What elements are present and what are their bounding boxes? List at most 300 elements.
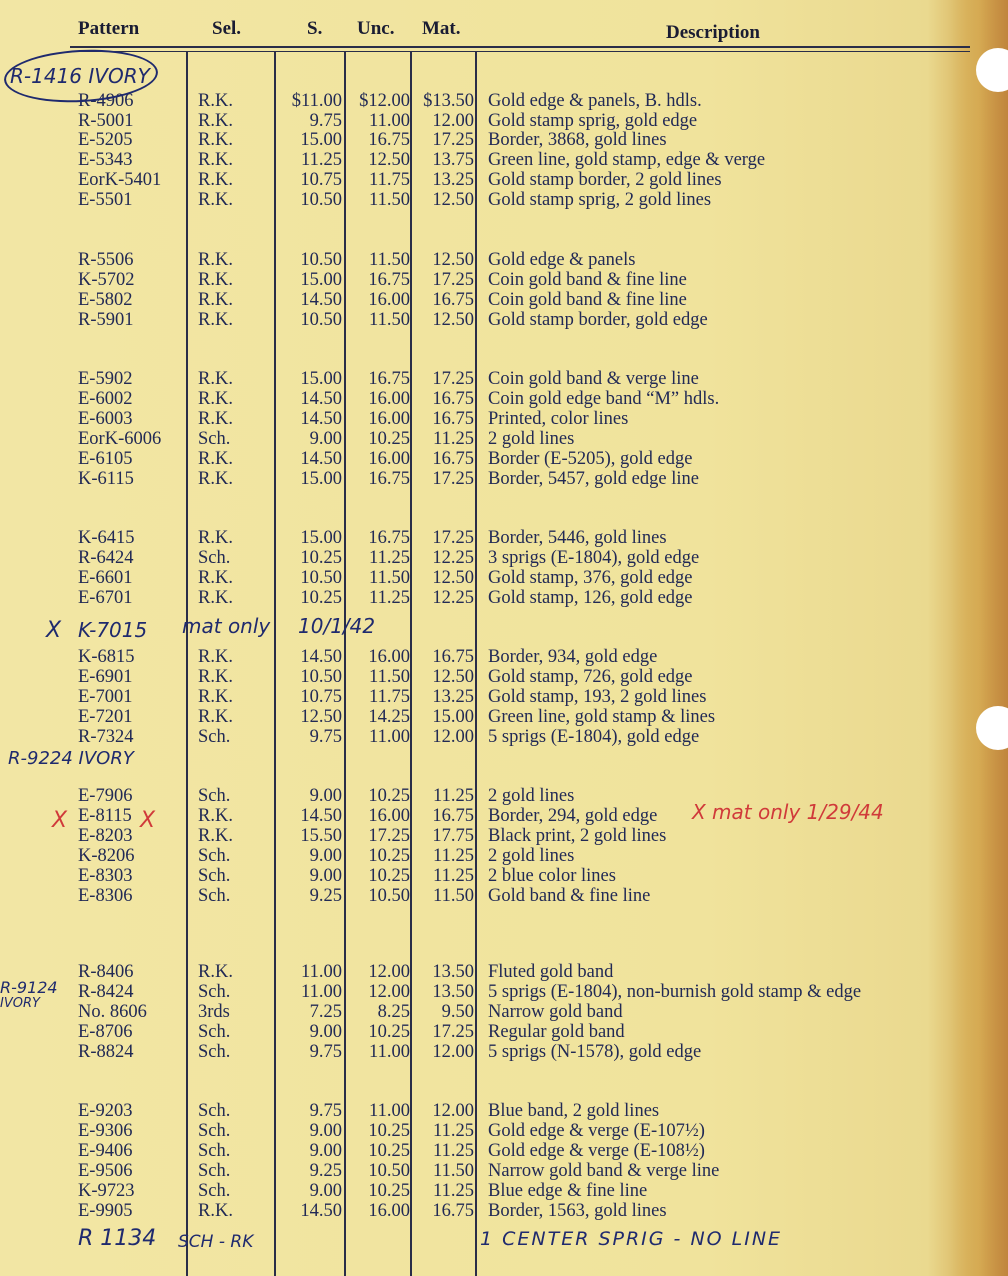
table-row <box>0 1181 1008 1201</box>
pattern-cell: K-9723 <box>78 1181 135 1201</box>
selection-cell: R.K. <box>198 667 233 687</box>
pattern-cell: EorK-5401 <box>78 170 162 190</box>
unc-price-cell: 11.25 <box>369 548 410 568</box>
s-price-cell: 14.50 <box>300 806 342 826</box>
handwritten-date: 10/1/42 <box>298 614 376 638</box>
selection-cell: 3rds <box>198 1002 230 1022</box>
mat-price-cell: 16.75 <box>432 409 474 429</box>
mat-price-cell: 16.75 <box>432 290 474 310</box>
selection-cell: Sch. <box>198 846 231 866</box>
unc-price-cell: 11.50 <box>369 568 410 588</box>
pattern-cell: E-6601 <box>78 568 133 588</box>
table-row <box>0 707 1008 727</box>
description-cell: 3 sprigs (E-1804), gold edge <box>488 548 700 568</box>
selection-cell: Sch. <box>198 1161 231 1181</box>
description-cell: Border, 934, gold edge <box>488 647 658 667</box>
table-row <box>0 846 1008 866</box>
s-price-cell: 14.50 <box>300 290 342 310</box>
unc-price-cell: 8.25 <box>377 1002 410 1022</box>
handwritten-k7015: K-7015 <box>78 618 148 642</box>
s-price-cell: 9.00 <box>309 846 342 866</box>
header-rule <box>70 46 970 48</box>
s-price-cell: 7.25 <box>309 1002 342 1022</box>
s-price-cell: 10.50 <box>300 310 342 330</box>
handwritten-mat-only: mat only <box>182 614 271 638</box>
selection-cell: R.K. <box>198 409 233 429</box>
mat-price-cell: 16.75 <box>432 389 474 409</box>
description-cell: Gold stamp border, 2 gold lines <box>488 170 722 190</box>
table-row <box>0 962 1008 982</box>
pattern-cell: K-5702 <box>78 270 135 290</box>
s-price-cell: 15.00 <box>300 130 342 150</box>
mat-price-cell: 17.25 <box>432 369 474 389</box>
description-cell: Coin gold band & fine line <box>488 270 687 290</box>
description-cell: Border, 294, gold edge <box>488 806 658 826</box>
unc-price-cell: 16.00 <box>368 647 410 667</box>
unc-price-cell: 10.25 <box>368 429 410 449</box>
header-s: S. <box>307 18 323 39</box>
unc-price-cell: 10.25 <box>368 866 410 886</box>
s-price-cell: 15.00 <box>300 528 342 548</box>
selection-cell: R.K. <box>198 1201 233 1221</box>
unc-price-cell: 16.00 <box>368 290 410 310</box>
handwritten-red-x-left: X <box>52 808 68 833</box>
description-cell: Narrow gold band & verge line <box>488 1161 720 1181</box>
mat-price-cell: 12.25 <box>432 548 474 568</box>
selection-cell: Sch. <box>198 548 231 568</box>
s-price-cell: 11.00 <box>301 962 342 982</box>
unc-price-cell: 10.50 <box>368 1161 410 1181</box>
s-price-cell: 10.50 <box>300 667 342 687</box>
selection-cell: R.K. <box>198 826 233 846</box>
handwritten-r9124: R-9124 <box>0 978 58 997</box>
pattern-cell: K-6415 <box>78 528 135 548</box>
s-price-cell: 14.50 <box>300 1201 342 1221</box>
s-price-cell: 9.00 <box>309 1121 342 1141</box>
description-cell: 2 gold lines <box>488 429 575 449</box>
pattern-cell: E-9406 <box>78 1141 133 1161</box>
mat-price-cell: 12.00 <box>432 1101 474 1121</box>
mat-price-cell: 9.50 <box>441 1002 474 1022</box>
table-row <box>0 886 1008 906</box>
selection-cell: Sch. <box>198 429 231 449</box>
unc-price-cell: 17.25 <box>368 826 410 846</box>
pattern-cell: R-8824 <box>78 1042 134 1062</box>
description-cell: Border, 1563, gold lines <box>488 1201 667 1221</box>
header-mat: Mat. <box>422 18 461 39</box>
mat-price-cell: 11.25 <box>433 866 474 886</box>
table-row <box>0 667 1008 687</box>
table-row <box>0 866 1008 886</box>
table-row <box>0 1201 1008 1221</box>
pattern-cell: K-8206 <box>78 846 135 866</box>
s-price-cell: 11.25 <box>301 150 342 170</box>
table-row <box>0 91 1008 111</box>
mat-price-cell: 11.50 <box>433 886 474 906</box>
mat-price-cell: 11.25 <box>433 429 474 449</box>
s-price-cell: 14.50 <box>300 449 342 469</box>
pattern-cell: E-5205 <box>78 130 133 150</box>
mat-price-cell: 12.50 <box>432 250 474 270</box>
mat-price-cell: 13.75 <box>432 150 474 170</box>
unc-price-cell: 16.00 <box>368 1201 410 1221</box>
selection-cell: Sch. <box>198 1101 231 1121</box>
description-cell: 5 sprigs (E-1804), non-burnish gold stamp & edge <box>488 982 862 1002</box>
selection-cell: R.K. <box>198 270 233 290</box>
s-price-cell: 9.00 <box>309 1022 342 1042</box>
s-price-cell: 10.25 <box>300 588 342 608</box>
unc-price-cell: 10.25 <box>368 786 410 806</box>
selection-cell: R.K. <box>198 687 233 707</box>
mat-price-cell: 11.25 <box>433 1181 474 1201</box>
table-row <box>0 369 1008 389</box>
s-price-cell: 9.75 <box>309 727 342 747</box>
pattern-cell: E-6105 <box>78 449 133 469</box>
description-cell: 5 sprigs (N-1578), gold edge <box>488 1042 702 1062</box>
unc-price-cell: 11.50 <box>369 310 410 330</box>
table-row <box>0 409 1008 429</box>
unc-price-cell: 11.50 <box>369 190 410 210</box>
pattern-cell: E-5501 <box>78 190 133 210</box>
mat-price-cell: 13.25 <box>432 687 474 707</box>
unc-price-cell: 11.00 <box>369 111 410 131</box>
description-cell: Gold stamp border, gold edge <box>488 310 708 330</box>
unc-price-cell: 10.50 <box>368 886 410 906</box>
unc-price-cell: 12.50 <box>368 150 410 170</box>
selection-cell: R.K. <box>198 310 233 330</box>
unc-price-cell: 11.75 <box>369 687 410 707</box>
s-price-cell: 15.00 <box>300 270 342 290</box>
unc-price-cell: 16.75 <box>368 369 410 389</box>
mat-price-cell: 16.75 <box>432 647 474 667</box>
pattern-cell: R-8424 <box>78 982 134 1002</box>
selection-cell: Sch. <box>198 1022 231 1042</box>
header-pattern: Pattern <box>78 18 140 39</box>
mat-price-cell: 15.00 <box>432 707 474 727</box>
header-description: Description <box>666 22 760 43</box>
pattern-cell: R-7324 <box>78 727 134 747</box>
description-cell: Border (E-5205), gold edge <box>488 449 693 469</box>
selection-cell: R.K. <box>198 369 233 389</box>
description-cell: Gold stamp sprig, gold edge <box>488 111 698 131</box>
unc-price-cell: 11.75 <box>369 170 410 190</box>
handwritten-r9124-ivory: IVORY <box>0 996 40 1011</box>
mat-price-cell: 17.25 <box>432 1022 474 1042</box>
pattern-cell: E-9306 <box>78 1121 133 1141</box>
selection-cell: R.K. <box>198 707 233 727</box>
pattern-cell: R-6424 <box>78 548 134 568</box>
pattern-cell: E-9203 <box>78 1101 133 1121</box>
table-row <box>0 1002 1008 1022</box>
table-row <box>0 130 1008 150</box>
s-price-cell: 14.50 <box>300 389 342 409</box>
s-price-cell: 11.00 <box>301 982 342 1002</box>
mat-price-cell: 17.25 <box>432 469 474 489</box>
table-row <box>0 687 1008 707</box>
unc-price-cell: 16.75 <box>368 130 410 150</box>
table-row <box>0 290 1008 310</box>
pattern-cell: E-7001 <box>78 687 133 707</box>
pattern-cell: E-8203 <box>78 826 133 846</box>
table-row <box>0 270 1008 290</box>
pattern-cell: E-6003 <box>78 409 133 429</box>
unc-price-cell: 16.00 <box>368 409 410 429</box>
table-row <box>0 727 1008 747</box>
unc-price-cell: 11.00 <box>369 727 410 747</box>
selection-cell: Sch. <box>198 1121 231 1141</box>
mat-price-cell: 17.75 <box>432 826 474 846</box>
header-rule-2 <box>70 51 970 52</box>
mat-price-cell: 12.50 <box>432 310 474 330</box>
s-price-cell: $11.00 <box>291 91 342 111</box>
selection-cell: Sch. <box>198 886 231 906</box>
unc-price-cell: 16.75 <box>368 528 410 548</box>
mat-price-cell: 11.25 <box>433 1121 474 1141</box>
unc-price-cell: 12.00 <box>368 962 410 982</box>
handwritten-k7015-mark: X <box>46 618 62 643</box>
handwritten-red-x-right: X <box>140 808 156 833</box>
mat-price-cell: 12.50 <box>432 667 474 687</box>
unc-price-cell: 11.50 <box>369 667 410 687</box>
s-price-cell: 10.75 <box>300 687 342 707</box>
handwritten-r1134: R 1134 <box>78 1226 157 1251</box>
unc-price-cell: 12.00 <box>368 982 410 1002</box>
s-price-cell: 10.50 <box>300 568 342 588</box>
table-row <box>0 528 1008 548</box>
mat-price-cell: 13.50 <box>432 962 474 982</box>
unc-price-cell: 16.00 <box>368 806 410 826</box>
pattern-cell: R-8406 <box>78 962 134 982</box>
s-price-cell: 9.00 <box>309 1141 342 1161</box>
s-price-cell: 9.75 <box>309 111 342 131</box>
description-cell: Gold stamp, 726, gold edge <box>488 667 693 687</box>
table-row <box>0 982 1008 1002</box>
pattern-cell: E-6701 <box>78 588 133 608</box>
description-cell: Green line, gold stamp & lines <box>488 707 716 727</box>
pattern-cell: E-9506 <box>78 1161 133 1181</box>
pattern-cell: R-4906 <box>78 91 134 111</box>
pattern-cell: R-5901 <box>78 310 134 330</box>
s-price-cell: 9.25 <box>309 886 342 906</box>
table-row <box>0 1121 1008 1141</box>
table-row <box>0 449 1008 469</box>
description-cell: Printed, color lines <box>488 409 629 429</box>
unc-price-cell: 10.25 <box>368 1022 410 1042</box>
unc-price-cell: 16.00 <box>368 449 410 469</box>
s-price-cell: 14.50 <box>300 647 342 667</box>
selection-cell: Sch. <box>198 727 231 747</box>
mat-price-cell: 11.25 <box>433 846 474 866</box>
description-cell: Border, 5457, gold edge line <box>488 469 699 489</box>
table-row <box>0 170 1008 190</box>
unc-price-cell: $12.00 <box>359 91 410 111</box>
mat-price-cell: 12.25 <box>432 588 474 608</box>
header-sel: Sel. <box>212 18 242 39</box>
unc-price-cell: 10.25 <box>368 1121 410 1141</box>
pattern-cell: E-5343 <box>78 150 133 170</box>
selection-cell: R.K. <box>198 190 233 210</box>
selection-cell: R.K. <box>198 91 233 111</box>
s-price-cell: 9.75 <box>309 1042 342 1062</box>
selection-cell: Sch. <box>198 786 231 806</box>
unc-price-cell: 11.00 <box>369 1042 410 1062</box>
selection-cell: R.K. <box>198 130 233 150</box>
mat-price-cell: 13.25 <box>432 170 474 190</box>
unc-price-cell: 11.00 <box>369 1101 410 1121</box>
s-price-cell: 12.50 <box>300 707 342 727</box>
description-cell: Border, 5446, gold lines <box>488 528 667 548</box>
selection-cell: R.K. <box>198 170 233 190</box>
selection-cell: R.K. <box>198 647 233 667</box>
s-price-cell: 15.50 <box>300 826 342 846</box>
s-price-cell: 9.25 <box>309 1161 342 1181</box>
pattern-cell: E-8706 <box>78 1022 133 1042</box>
mat-price-cell: 12.00 <box>432 1042 474 1062</box>
mat-price-cell: 11.50 <box>433 1161 474 1181</box>
unc-price-cell: 10.25 <box>368 1141 410 1161</box>
selection-cell: R.K. <box>198 389 233 409</box>
selection-cell: R.K. <box>198 806 233 826</box>
table-row <box>0 469 1008 489</box>
mat-price-cell: 12.50 <box>432 568 474 588</box>
pattern-cell: EorK-6006 <box>78 429 162 449</box>
description-cell: Narrow gold band <box>488 1002 623 1022</box>
unc-price-cell: 11.50 <box>369 250 410 270</box>
mat-price-cell: 17.25 <box>432 528 474 548</box>
description-cell: 2 blue color lines <box>488 866 616 886</box>
pattern-cell: E-8306 <box>78 886 133 906</box>
selection-cell: Sch. <box>198 866 231 886</box>
table-row <box>0 250 1008 270</box>
pattern-cell: E-6002 <box>78 389 133 409</box>
pattern-cell: R-5506 <box>78 250 134 270</box>
description-cell: 2 gold lines <box>488 786 575 806</box>
description-cell: 5 sprigs (E-1804), gold edge <box>488 727 700 747</box>
table-row <box>0 1141 1008 1161</box>
unc-price-cell: 16.75 <box>368 270 410 290</box>
mat-price-cell: 17.25 <box>432 270 474 290</box>
table-row <box>0 111 1008 131</box>
description-cell: Green line, gold stamp, edge & verge <box>488 150 766 170</box>
unc-price-cell: 16.75 <box>368 469 410 489</box>
description-cell: Gold stamp, 193, 2 gold lines <box>488 687 707 707</box>
table-row <box>0 647 1008 667</box>
pattern-cell: E-7906 <box>78 786 133 806</box>
s-price-cell: 9.00 <box>309 1181 342 1201</box>
table-row <box>0 429 1008 449</box>
description-cell: Gold edge & panels, B. hdls. <box>488 91 702 111</box>
selection-cell: R.K. <box>198 568 233 588</box>
mat-price-cell: 13.50 <box>432 982 474 1002</box>
description-cell: Coin gold edge band “M” hdls. <box>488 389 720 409</box>
selection-cell: R.K. <box>198 111 233 131</box>
pattern-cell: E-5802 <box>78 290 133 310</box>
s-price-cell: 9.00 <box>309 786 342 806</box>
table-row <box>0 150 1008 170</box>
s-price-cell: 15.00 <box>300 469 342 489</box>
table-row <box>0 1022 1008 1042</box>
s-price-cell: 9.75 <box>309 1101 342 1121</box>
pattern-cell: E-8303 <box>78 866 133 886</box>
description-cell: Gold stamp sprig, 2 gold lines <box>488 190 712 210</box>
pattern-cell: E-5902 <box>78 369 133 389</box>
table-row <box>0 389 1008 409</box>
selection-cell: R.K. <box>198 528 233 548</box>
selection-cell: R.K. <box>198 588 233 608</box>
s-price-cell: 9.00 <box>309 866 342 886</box>
description-cell: Gold band & fine line <box>488 886 651 906</box>
selection-cell: Sch. <box>198 982 231 1002</box>
table-row <box>0 548 1008 568</box>
pattern-cell: E-8115 <box>78 806 132 826</box>
mat-price-cell: 11.25 <box>433 1141 474 1161</box>
selection-cell: R.K. <box>198 290 233 310</box>
description-cell: Border, 3868, gold lines <box>488 130 667 150</box>
mat-price-cell: $13.50 <box>423 91 474 111</box>
mat-price-cell: 17.25 <box>432 130 474 150</box>
table-row <box>0 1042 1008 1062</box>
selection-cell: R.K. <box>198 469 233 489</box>
description-cell: Blue edge & fine line <box>488 1181 648 1201</box>
description-cell: Fluted gold band <box>488 962 614 982</box>
selection-cell: R.K. <box>198 449 233 469</box>
pattern-cell: E-7201 <box>78 707 133 727</box>
description-cell: 2 gold lines <box>488 846 575 866</box>
mat-price-cell: 12.00 <box>432 727 474 747</box>
unc-price-cell: 11.25 <box>369 588 410 608</box>
pattern-cell: K-6115 <box>78 469 134 489</box>
unc-price-cell: 10.25 <box>368 846 410 866</box>
unc-price-cell: 10.25 <box>368 1181 410 1201</box>
s-price-cell: 10.25 <box>300 548 342 568</box>
mat-price-cell: 16.75 <box>432 449 474 469</box>
mat-price-cell: 16.75 <box>432 806 474 826</box>
s-price-cell: 14.50 <box>300 409 342 429</box>
pattern-cell: E-9905 <box>78 1201 133 1221</box>
selection-cell: R.K. <box>198 150 233 170</box>
mat-price-cell: 11.25 <box>433 786 474 806</box>
selection-cell: Sch. <box>198 1042 231 1062</box>
table-row <box>0 310 1008 330</box>
pattern-cell: R-5001 <box>78 111 134 131</box>
s-price-cell: 15.00 <box>300 369 342 389</box>
s-price-cell: 9.00 <box>309 429 342 449</box>
mat-price-cell: 12.50 <box>432 190 474 210</box>
handwritten-r1416: R-1416 IVORY <box>10 64 150 88</box>
header-unc: Unc. <box>357 18 395 39</box>
handwritten-r1134-desc: 1 CENTER SPRIG - NO LINE <box>480 1228 783 1250</box>
mat-price-cell: 12.00 <box>432 111 474 131</box>
table-row <box>0 1161 1008 1181</box>
description-cell: Blue band, 2 gold lines <box>488 1101 660 1121</box>
selection-cell: Sch. <box>198 1141 231 1161</box>
handwritten-red-note: X mat only 1/29/44 <box>692 800 884 824</box>
table-row <box>0 568 1008 588</box>
table-row <box>0 1101 1008 1121</box>
handwritten-r1134-sel: SCH - RK <box>178 1232 254 1252</box>
description-cell: Gold edge & verge (E-108½) <box>488 1141 705 1161</box>
description-cell: Gold edge & verge (E-107½) <box>488 1121 705 1141</box>
description-cell: Regular gold band <box>488 1022 625 1042</box>
unc-price-cell: 14.25 <box>368 707 410 727</box>
selection-cell: R.K. <box>198 250 233 270</box>
pattern-cell: K-6815 <box>78 647 135 667</box>
handwritten-r9224: R-9224 IVORY <box>8 748 134 769</box>
description-cell: Gold stamp, 376, gold edge <box>488 568 693 588</box>
unc-price-cell: 16.00 <box>368 389 410 409</box>
selection-cell: R.K. <box>198 962 233 982</box>
s-price-cell: 10.75 <box>300 170 342 190</box>
